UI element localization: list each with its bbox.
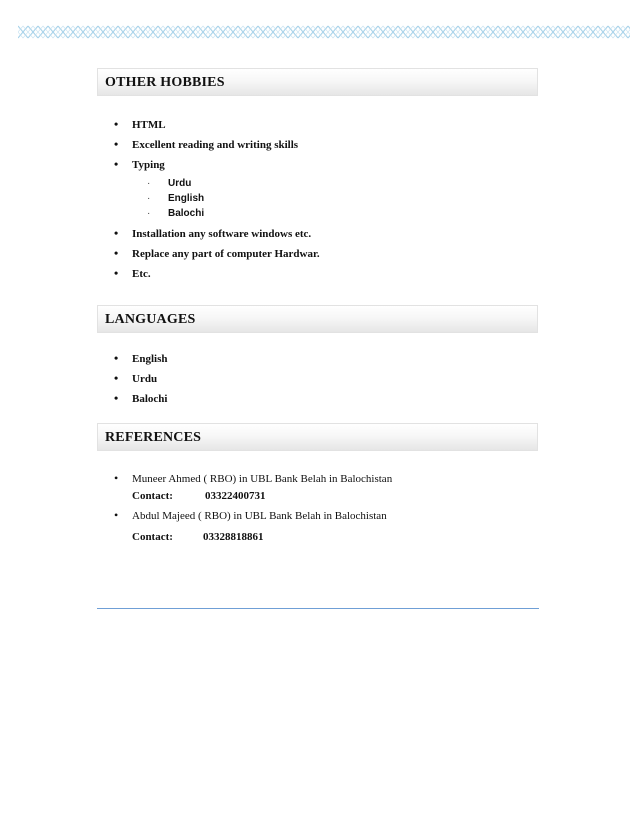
bullet-icon: • [114,371,119,385]
bullet-icon: • [114,471,119,485]
bullet-icon: • [114,117,119,131]
bullet-icon: • [114,137,119,151]
bullet-icon: • [114,157,119,171]
bullet-icon: • [114,391,119,405]
bullet-icon: • [114,508,119,522]
bullet-icon: • [114,246,119,260]
bullet-icon: • [114,351,119,365]
section-title: LANGUAGES [105,312,196,327]
dash-icon: · [147,208,151,219]
bullet-icon: • [114,226,119,240]
phone-number: 03322400731 [205,490,266,502]
section-header-languages [97,305,538,333]
horizontal-rule [97,608,539,609]
dash-icon: · [147,193,151,204]
dash-icon: · [147,178,151,189]
bullet-icon: • [114,266,119,280]
section-header-references [97,423,538,451]
decorative-border [18,22,630,42]
phone-number: 03328818861 [203,531,264,543]
section-header-hobbies [97,68,538,96]
reference-contact: Contact: 03328818861 [132,531,264,543]
section-title: OTHER HOBBIES [105,75,225,90]
reference-contact: Contact: 03322400731 [132,490,266,502]
section-title: REFERENCES [105,430,202,445]
